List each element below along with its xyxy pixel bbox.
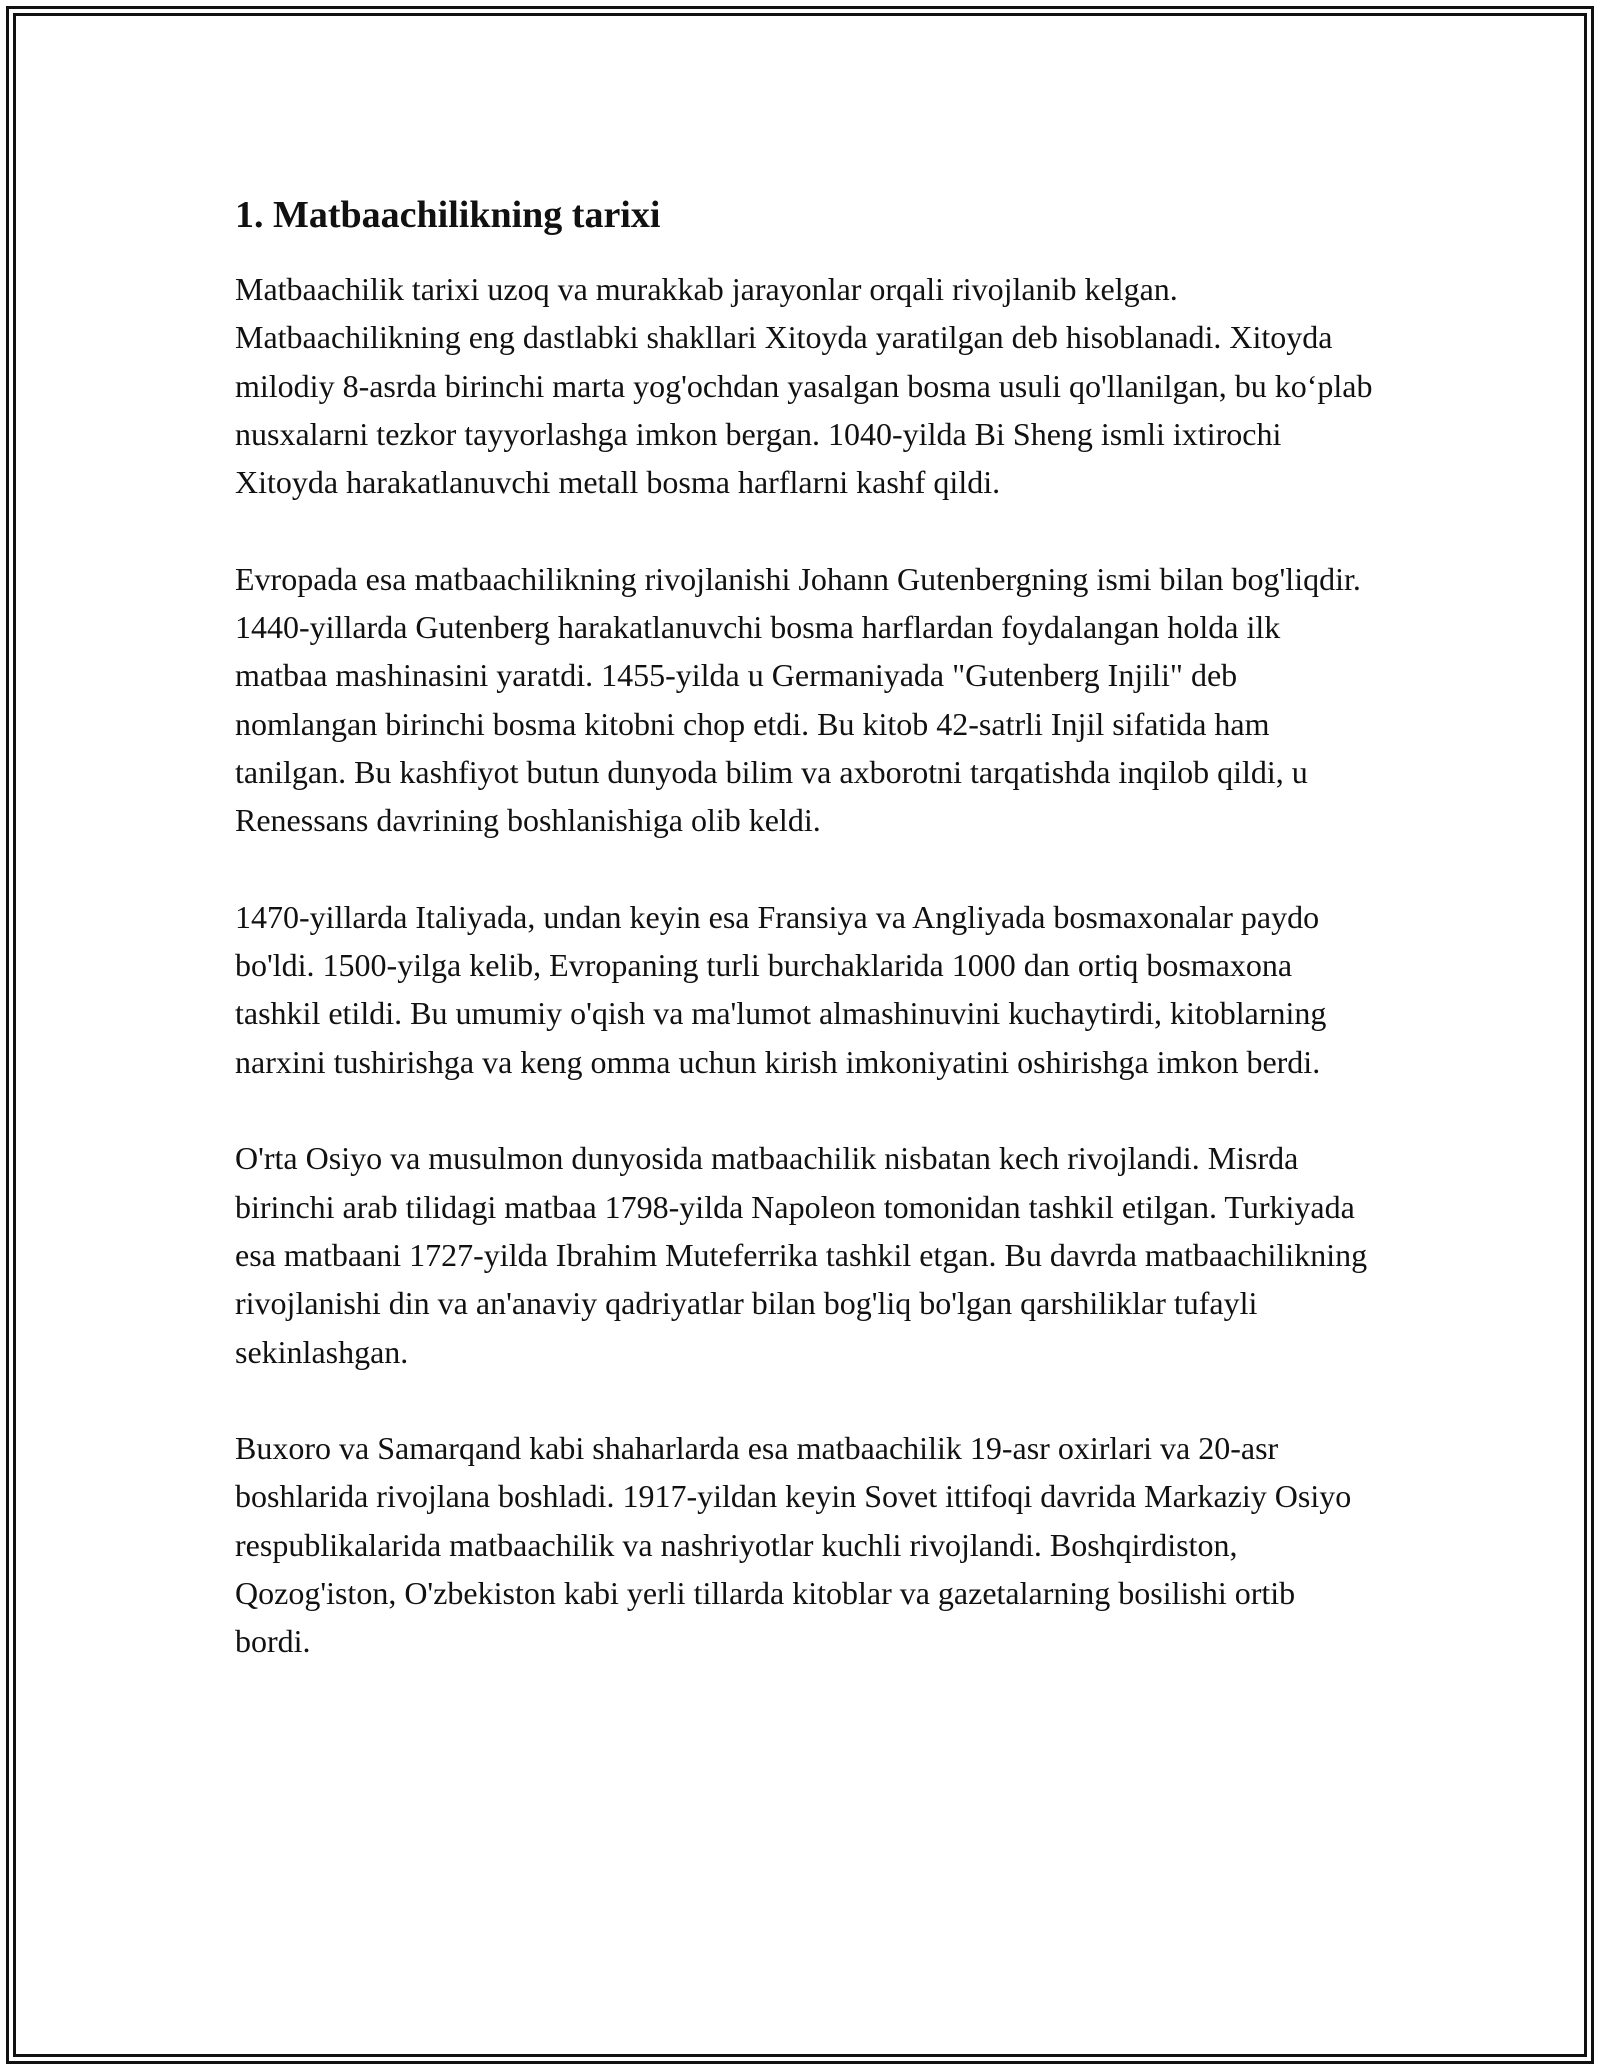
paragraph-1: Matbaachilik tarixi uzoq va murakkab jarayonlar orqali rivojlanib kelgan. Matbaachilikning eng dastlabki shakllari Xitoyda yaratilgan deb hisoblanadi. Xitoyda milodiy 8-asrda birinchi marta yog'ochdan yasalgan bosma usuli qo'llanilgan, bu ko‘plab nusxalarni tezkor tayyorlashga imkon bergan. 1040-yilda Bi Sheng ismli ixtirochi Xitoyda harakatlanuvchi metall bosma harflarni kashf qildi. (235, 271, 1373, 501)
document-body (235, 185, 1375, 1714)
paragraph-2: Evropada esa matbaachilikning rivojlanishi Johann Gutenbergning ismi bilan bog'liqdir. 1440-yillarda Gutenberg harakatlanuvchi bosma harflardan foydalangan holda ilk matbaa mashinasini yaratdi. 1455-yilda u Germaniyada "Gutenberg Injili" deb nomlangan birinchi bosma kitobni chop etdi. Bu kitob 42-satrli Injil sifatida ham tanilgan. Bu kashfiyot butun dunyoda bilim va axborotni tarqatishda inqilob qildi, u Renessans davrining boshlanishiga olib keldi. (235, 560, 1361, 839)
paragraph-5: Buxoro va Samarqand kabi shaharlarda esa matbaachilik 19-asr oxirlari va 20-asr boshlarida rivojlana boshladi. 1917-yildan keyin Sovet ittifoqi davrida Markaziy Osiyo respublikalarida matbaachilik va nashriyotlar kuchli rivojlandi. Boshqirdiston, Qozog'iston, O'zbekiston kabi yerli tillarda kitoblar va gazetalarning bosilishi ortib bordi. (235, 1430, 1352, 1660)
paragraph-4: O'rta Osiyo va musulmon dunyosida matbaachilik nisbatan kech rivojlandi. Misrda birinchi arab tilidagi matbaa 1798-yilda Napoleon tomonidan tashkil etilgan. Turkiyada esa matbaani 1727-yilda Ibrahim Muteferrika tashkil etgan. Bu davrda matbaachilikning rivojlanishi din va an'anaviy qadriyatlar bilan bog'liq bo'lgan qarshiliklar tufayli sekinlashgan. (235, 1140, 1368, 1370)
paragraph-3: 1470-yillarda Italiyada, undan keyin esa Fransiya va Angliyada bosmaxonalar paydo bo'ldi. 1500-yilga kelib, Evropaning turli burchaklarida 1000 dan ortiq bosmaxona tashkil etildi. Bu umumiy o'qish va ma'lumot almashinuvini kuchaytirdi, kitoblarning narxini tushirishga va keng omma uchun kirish imkoniyatini oshirishga imkon berdi. (235, 898, 1327, 1080)
section-heading: 1. Matbaachilikning tarixi (235, 194, 661, 236)
